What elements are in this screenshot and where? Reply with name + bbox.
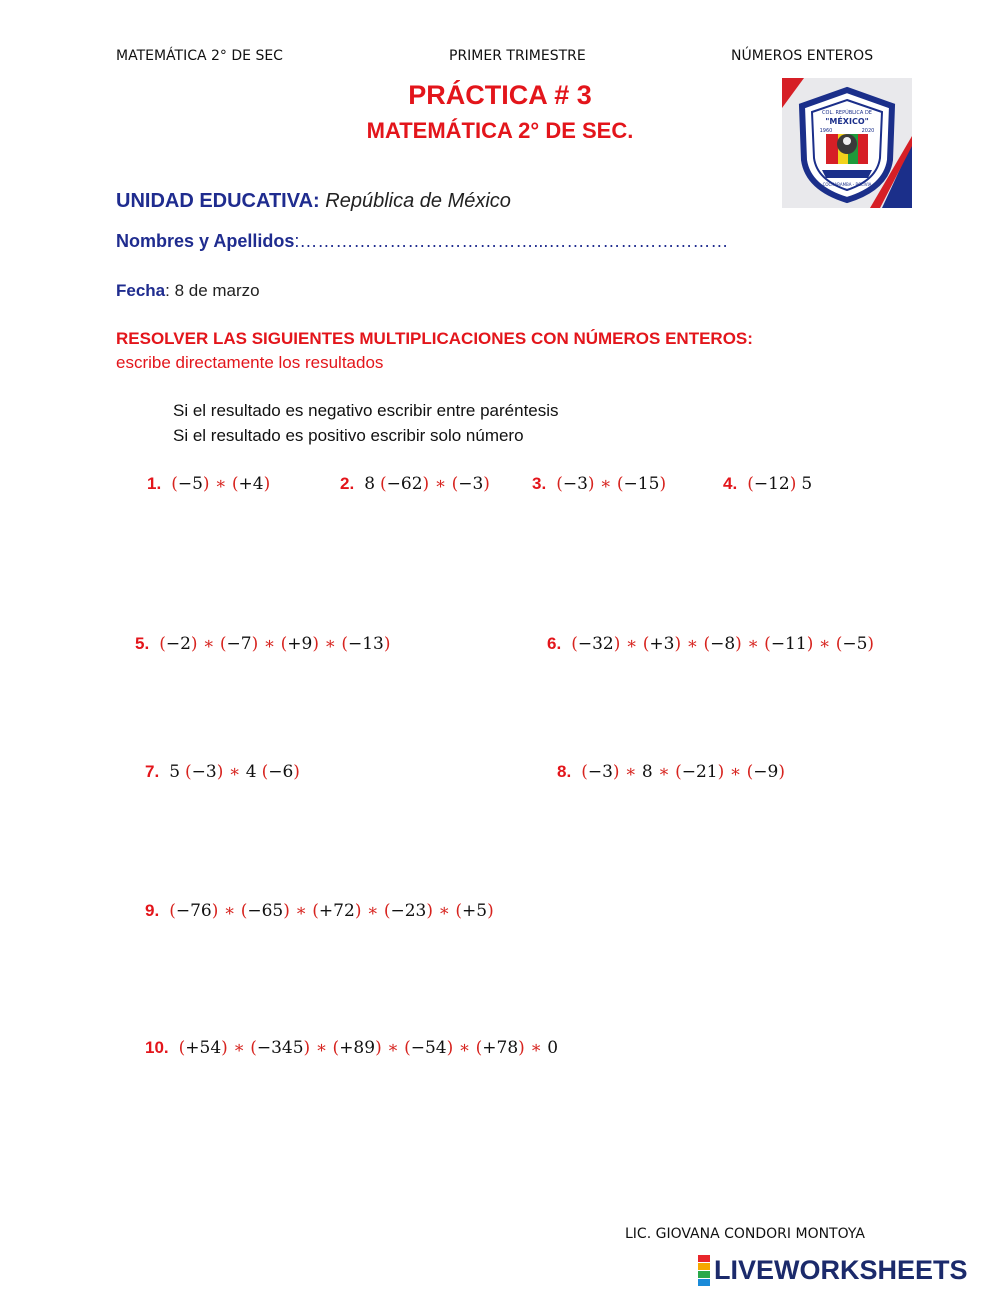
factor: (−3): [556, 474, 595, 494]
factor: (−65): [240, 901, 290, 921]
name-line: [116, 231, 728, 252]
multiply-operator: ∗: [620, 634, 643, 654]
brand-stack-icon: [698, 1255, 710, 1286]
problem-7: [145, 762, 300, 782]
multiply-operator: ∗: [209, 474, 232, 494]
author-credit: LIC. GIOVANA CONDORI MONTOYA: [625, 1226, 865, 1242]
rule-positive: Si el resultado es positivo escribir solo número: [173, 426, 524, 445]
problem-1: [147, 474, 270, 494]
multiply-operator: ∗: [197, 634, 220, 654]
problem-number: 2.: [340, 474, 355, 493]
svg-text:COCHABAMBA - BOLIVIA: COCHABAMBA - BOLIVIA: [822, 182, 872, 187]
factor: (+78): [475, 1038, 525, 1058]
factor: (+9): [280, 634, 319, 654]
factor: (−12): [747, 474, 797, 494]
multiply-operator: ∗: [361, 901, 384, 921]
header-left: MATEMÁTICA 2° DE SEC: [116, 48, 283, 64]
problem-4: [723, 474, 812, 494]
rule-negative: Si el resultado es negativo escribir entre paréntesis: [173, 401, 559, 420]
svg-text:2020: 2020: [861, 128, 875, 134]
factor: (−11): [764, 634, 814, 654]
factor: (−8): [703, 634, 742, 654]
problem-5: [135, 634, 391, 654]
problem-8: [557, 762, 785, 782]
factor: (−5): [171, 474, 210, 494]
factor: (+89): [332, 1038, 382, 1058]
school-line: [116, 190, 511, 213]
multiply-operator: ∗: [318, 634, 342, 654]
factor: (+5): [455, 901, 494, 921]
problem-6: [547, 634, 874, 654]
header-right: NÚMEROS ENTEROS: [731, 48, 874, 64]
multiply-operator: ∗: [227, 1038, 251, 1058]
factor: (−7): [219, 634, 259, 654]
problem-2: [340, 474, 490, 494]
factor: (−5): [835, 634, 875, 654]
problem-number: 1.: [147, 474, 162, 493]
multiply-operator: ∗: [619, 762, 642, 782]
multiply-operator: ∗: [258, 634, 281, 654]
multiply-operator: ∗: [289, 901, 313, 921]
instructions-subheading: escribe directamente los resultados: [116, 353, 384, 372]
factor: (−13): [341, 634, 391, 654]
factor: 0: [547, 1038, 559, 1058]
date-value: : 8 de marzo: [165, 281, 260, 300]
school-logo: [782, 78, 912, 208]
factor: (−15): [616, 474, 667, 494]
problem-number: 10.: [145, 1038, 169, 1057]
problem-number: 4.: [723, 474, 738, 493]
page-subtitle: MATEMÁTICA 2° DE SEC.: [366, 118, 634, 143]
name-input-dots[interactable]: :…………………………………...…………………………: [294, 231, 729, 251]
brand-name[interactable]: LIVEWORKSHEETS: [714, 1254, 968, 1285]
multiply-operator: ∗: [724, 762, 747, 782]
factor: (+4): [231, 474, 271, 494]
school-value: República de México: [325, 190, 511, 212]
factor: (−76): [169, 901, 219, 921]
multiply-operator: ∗: [223, 762, 246, 782]
school-crest-icon: [782, 78, 912, 208]
svg-text:COL. REPÚBLICA DE: COL. REPÚBLICA DE: [822, 110, 872, 116]
factor: (−32): [571, 634, 621, 654]
factor: (−62): [380, 474, 430, 494]
factor: (−3): [451, 474, 490, 494]
svg-text:1960: 1960: [819, 128, 833, 134]
multiply-operator: ∗: [218, 901, 241, 921]
problem-number: 3.: [532, 474, 547, 493]
multiply-operator: ∗: [594, 474, 617, 494]
multiply-operator: ∗: [381, 1038, 405, 1058]
problem-number: 6.: [547, 634, 562, 653]
multiply-operator: ∗: [453, 1038, 476, 1058]
multiply-operator: ∗: [433, 901, 456, 921]
factor: (−23): [383, 901, 433, 921]
multiply-operator: ∗: [813, 634, 836, 654]
problem-3: [532, 474, 666, 494]
header-center: PRIMER TRIMESTRE: [449, 48, 586, 64]
problem-number: 5.: [135, 634, 150, 653]
liveworksheets-brand: [698, 1254, 968, 1286]
problem-number: 8.: [557, 762, 572, 781]
problem-number: 7.: [145, 762, 160, 781]
multiply-operator: ∗: [652, 762, 676, 782]
multiply-operator: ∗: [310, 1038, 333, 1058]
factor: (+3): [642, 634, 682, 654]
factor: (+72): [312, 901, 362, 921]
date-line: [116, 281, 260, 301]
instructions-heading: RESOLVER LAS SIGUIENTES MULTIPLICACIONES CON NÚMEROS ENTEROS:: [116, 329, 753, 348]
factor: (−345): [250, 1038, 311, 1058]
factor: (+54): [178, 1038, 228, 1058]
multiply-operator: ∗: [429, 474, 452, 494]
problem-9: [145, 901, 494, 921]
date-label: Fecha: [116, 281, 166, 300]
factor: 5: [801, 474, 813, 494]
factor: (−6): [261, 762, 300, 782]
multiply-operator: ∗: [681, 634, 704, 654]
name-label: Nombres y Apellidos: [116, 231, 295, 251]
factor: 4: [245, 762, 257, 782]
factor: (−54): [404, 1038, 454, 1058]
problem-10: [145, 1038, 558, 1058]
school-label: UNIDAD EDUCATIVA:: [116, 190, 320, 212]
factor: (−21): [675, 762, 725, 782]
factor: 5: [169, 762, 181, 782]
factor: (−2): [159, 634, 198, 654]
svg-text:"MÉXICO": "MÉXICO": [825, 117, 869, 126]
problem-number: 9.: [145, 901, 160, 920]
multiply-operator: ∗: [524, 1038, 548, 1058]
factor: (−3): [185, 762, 224, 782]
factor: (−9): [746, 762, 785, 782]
multiply-operator: ∗: [741, 634, 765, 654]
page-title: PRÁCTICA # 3: [408, 80, 592, 110]
factor: 8: [364, 474, 376, 494]
factor: 8: [641, 762, 653, 782]
factor: (−3): [581, 762, 620, 782]
